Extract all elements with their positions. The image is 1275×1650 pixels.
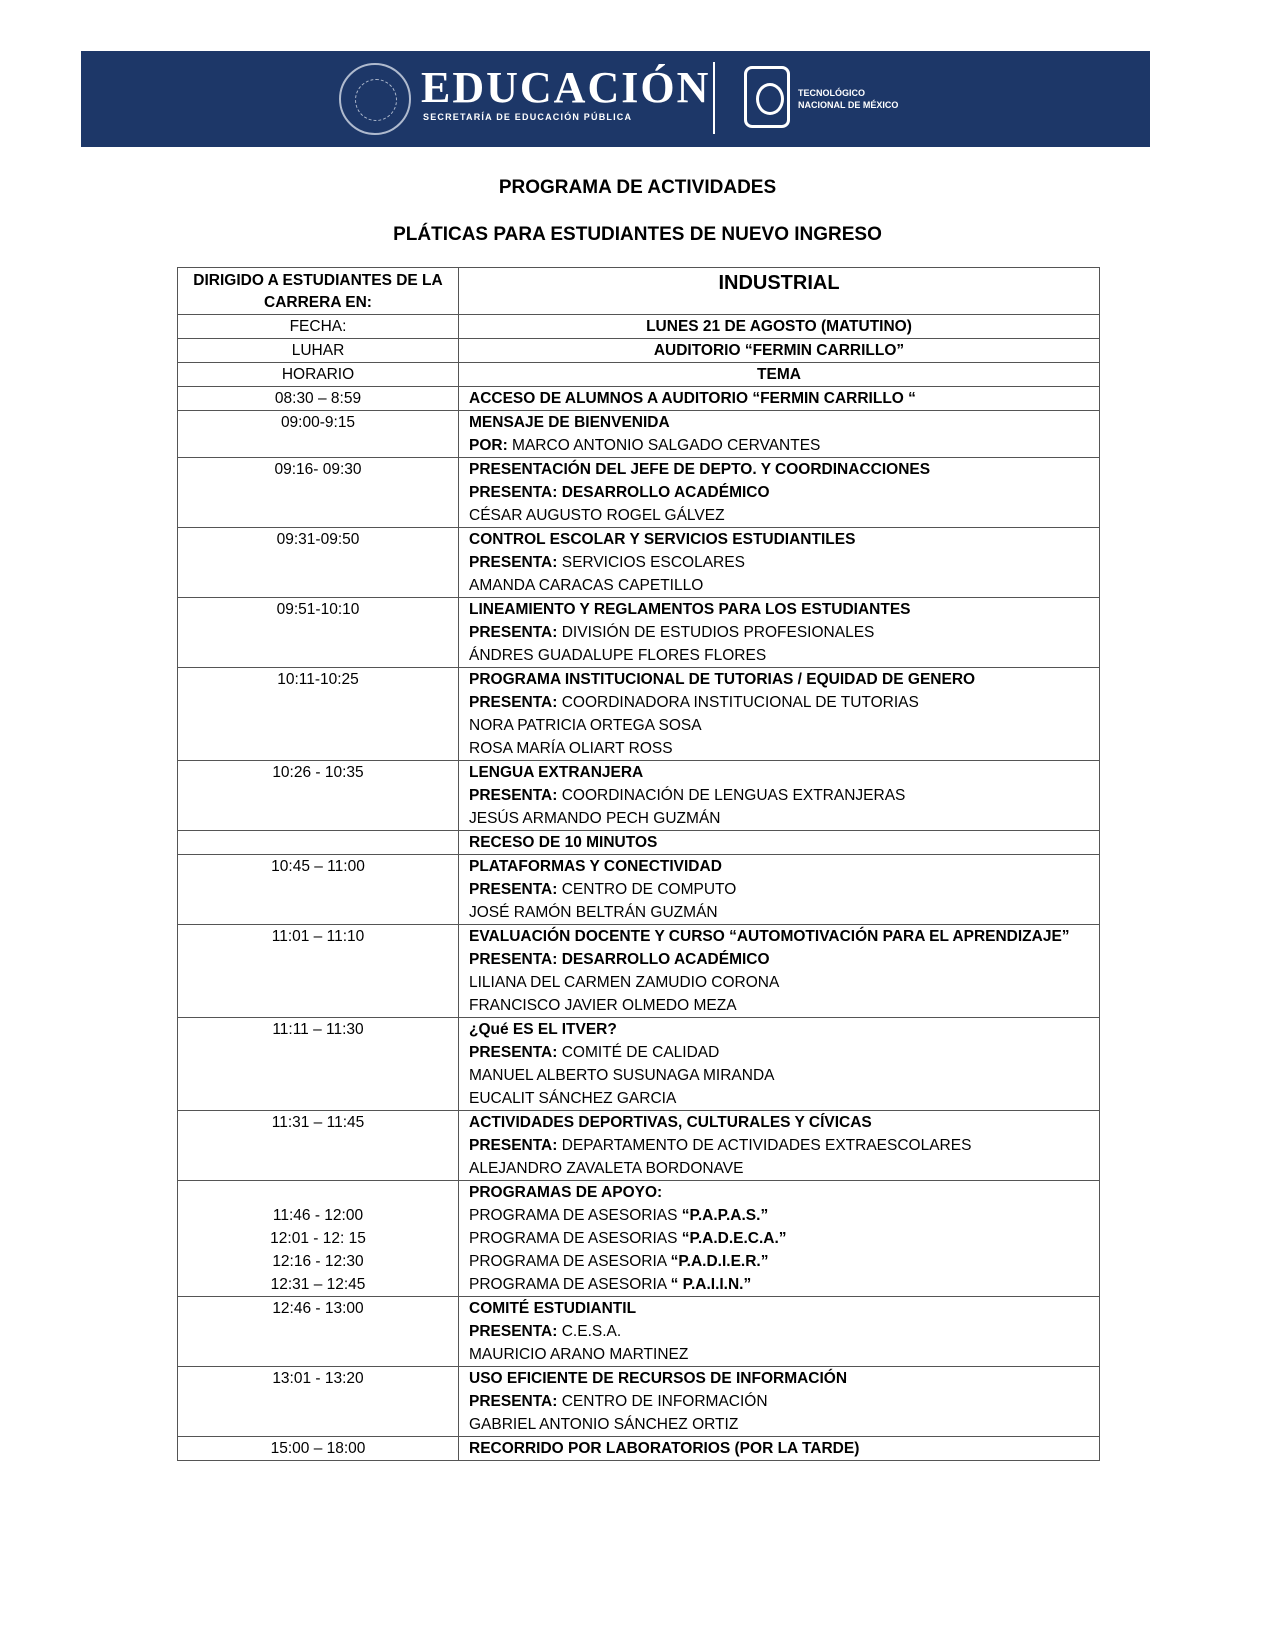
table-row [178, 1437, 1100, 1461]
row-person: JOSÉ RAMÓN BELTRÁN GUZMÁN [469, 904, 718, 921]
row-topic: RECESO DE 10 MINUTOS [469, 834, 658, 851]
header-title: EDUCACIÓN [421, 63, 711, 112]
row-topic: EVALUACIÓN DOCENTE Y CURSO “AUTOMOTIVACIÓN PARA EL APRENDIZAJE” [469, 928, 1070, 945]
row-topic: COMITÉ ESTUDIANTIL [469, 1300, 637, 1317]
row-time: 08:30 – 8:59 [178, 387, 459, 411]
row-presenta-label: PRESENTA: [469, 1393, 558, 1410]
header-divider [713, 62, 715, 134]
row-time: 09:00-9:15 [178, 411, 459, 458]
row-topic: ACTIVIDADES DEPORTIVAS, CULTURALES Y CÍVICAS [469, 1114, 872, 1131]
program-name: “P.A.D.E.C.A.” [681, 1230, 787, 1247]
program-item [469, 1273, 1099, 1296]
row-topic: PROGRAMAS DE APOYO: [469, 1184, 663, 1201]
row-presenter: PRESENTA: DESARROLLO ACADÉMICO [469, 484, 770, 501]
row-presenter: C.E.S.A. [557, 1323, 622, 1340]
table-row [178, 268, 1100, 315]
program-prefix: PROGRAMA DE ASESORIA [469, 1276, 671, 1293]
row-presenta-label: PRESENTA: [469, 1137, 558, 1154]
row-topic: PLATAFORMAS Y CONECTIVIDAD [469, 858, 722, 875]
row-person: MANUEL ALBERTO SUSUNAGA MIRANDA [469, 1067, 775, 1084]
row-time: 09:16- 09:30 [178, 458, 459, 528]
row-topic: LENGUA EXTRANJERA [469, 764, 644, 781]
table-row [178, 411, 1100, 458]
table-row [178, 528, 1100, 598]
carrera-value: INDUSTRIAL [459, 268, 1100, 315]
table-row [178, 1297, 1100, 1367]
row-presenter: COORDINADORA INSTITUCIONAL DE TUTORIAS [557, 694, 919, 711]
row-person: LILIANA DEL CARMEN ZAMUDIO CORONA [469, 974, 780, 991]
row-presenter: SERVICIOS ESCOLARES [557, 554, 745, 571]
program-item [469, 1250, 1099, 1273]
table-row [178, 598, 1100, 668]
row-person: GABRIEL ANTONIO SÁNCHEZ ORTIZ [469, 1416, 739, 1433]
lugar-value: AUDITORIO “FERMIN CARRILLO” [459, 339, 1100, 363]
row-time: 15:00 – 18:00 [178, 1437, 459, 1461]
program-name: “P.A.D.I.E.R.” [670, 1253, 769, 1270]
row-presenta-label: PRESENTA: [469, 694, 558, 711]
row-topic: ACCESO DE ALUMNOS A AUDITORIO “FERMIN CARRILLO “ [469, 390, 916, 407]
row-person: CÉSAR AUGUSTO ROGEL GÁLVEZ [469, 507, 725, 524]
partner-name [798, 87, 898, 111]
row-presenter: DIVISIÓN DE ESTUDIOS PROFESIONALES [557, 624, 875, 641]
row-by-label: POR: [469, 437, 508, 454]
row-person: ALEJANDRO ZAVALETA BORDONAVE [469, 1160, 744, 1177]
row-time: 10:11-10:25 [178, 668, 459, 761]
table-row [178, 761, 1100, 831]
row-time: 12:31 – 12:45 [270, 1276, 366, 1293]
row-topic: PROGRAMA INSTITUCIONAL DE TUTORIAS / EQUIDAD DE GENERO [469, 671, 976, 688]
table-row [178, 855, 1100, 925]
row-time: 11:01 – 11:10 [178, 925, 459, 1018]
program-name: “ P.A.I.I.N.” [670, 1276, 752, 1293]
row-presenter: CENTRO DE COMPUTO [557, 881, 737, 898]
row-speaker: MARCO ANTONIO SALGADO CERVANTES [507, 437, 821, 454]
row-person: EUCALIT SÁNCHEZ GARCIA [469, 1090, 677, 1107]
row-topic: PRESENTACIÓN DEL JEFE DE DEPTO. Y COORDINACCIONES [469, 461, 931, 478]
table-row [178, 1018, 1100, 1111]
row-time: 12:16 - 12:30 [272, 1253, 364, 1270]
program-prefix: PROGRAMA DE ASESORIAS [469, 1230, 682, 1247]
row-person: FRANCISCO JAVIER OLMEDO MEZA [469, 997, 737, 1014]
table-row [178, 339, 1100, 363]
fecha-value: LUNES 21 DE AGOSTO (MATUTINO) [459, 315, 1100, 339]
row-presenter: DEPARTAMENTO DE ACTIVIDADES EXTRAESCOLARES [557, 1137, 972, 1154]
row-presenta-label: PRESENTA: [469, 624, 558, 641]
row-topic: MENSAJE DE BIENVENIDA [469, 414, 670, 431]
row-time: 10:26 - 10:35 [178, 761, 459, 831]
header-subtitle: SECRETARÍA DE EDUCACIÓN PÚBLICA [423, 112, 633, 122]
row-person: NORA PATRICIA ORTEGA SOSA [469, 717, 702, 734]
row-time [178, 831, 459, 855]
row-topic: USO EFICIENTE DE RECURSOS DE INFORMACIÓN [469, 1370, 848, 1387]
program-name: “P.A.P.A.S.” [681, 1207, 769, 1224]
row-person: ROSA MARÍA OLIART ROSS [469, 740, 673, 757]
program-prefix: PROGRAMA DE ASESORIA [469, 1253, 671, 1270]
row-topic: LINEAMIENTO Y REGLAMENTOS PARA LOS ESTUDIANTES [469, 601, 911, 618]
row-topic: CONTROL ESCOLAR Y SERVICIOS ESTUDIANTILES [469, 531, 856, 548]
row-presenter: COORDINACIÓN DE LENGUAS EXTRANJERAS [557, 787, 906, 804]
row-time: 12:46 - 13:00 [178, 1297, 459, 1367]
table-row [178, 1367, 1100, 1437]
document-title: PROGRAMA DE ACTIVIDADES [498, 177, 777, 198]
table-row [178, 1181, 1100, 1297]
row-person: MAURICIO ARANO MARTINEZ [469, 1346, 689, 1363]
row-presenta-label: PRESENTA: [469, 881, 558, 898]
row-time: 10:45 – 11:00 [178, 855, 459, 925]
table-row [178, 668, 1100, 761]
row-time: 11:46 - 12:00 [272, 1207, 364, 1224]
table-row [178, 831, 1100, 855]
table-row [178, 925, 1100, 1018]
horario-label: HORARIO [178, 363, 459, 387]
program-item [469, 1204, 1099, 1227]
row-time: 11:11 – 11:30 [178, 1018, 459, 1111]
row-presenter: PRESENTA: DESARROLLO ACADÉMICO [469, 951, 770, 968]
row-topic: RECORRIDO POR LABORATORIOS (POR LA TARDE) [469, 1440, 860, 1457]
row-topic: ¿Qué ES EL ITVER? [469, 1021, 617, 1038]
program-prefix: PROGRAMA DE ASESORIAS [469, 1207, 682, 1224]
row-time: 09:31-09:50 [178, 528, 459, 598]
row-presenta-label: PRESENTA: [469, 787, 558, 804]
row-person: JESÚS ARMANDO PECH GUZMÁN [469, 810, 721, 827]
row-presenter: CENTRO DE INFORMACIÓN [557, 1393, 768, 1410]
row-time: 11:31 – 11:45 [178, 1111, 459, 1181]
row-time: 13:01 - 13:20 [178, 1367, 459, 1437]
row-presenta-label: PRESENTA: [469, 1323, 558, 1340]
tecnm-logo-icon [744, 66, 790, 128]
schedule-table [177, 267, 1100, 1461]
document-subtitle: PLÁTICAS PARA ESTUDIANTES DE NUEVO INGRESO [393, 224, 882, 245]
carrera-label: DIRIGIDO A ESTUDIANTES DE LA CARRERA EN: [178, 268, 459, 315]
table-row [178, 387, 1100, 411]
row-presenta-label: PRESENTA: [469, 1044, 558, 1061]
table-row [178, 315, 1100, 339]
row-person: ÁNDRES GUADALUPE FLORES FLORES [469, 647, 767, 664]
partner-line2: NACIONAL DE MÉXICO [798, 100, 899, 110]
row-presenta-label: PRESENTA: [469, 554, 558, 571]
row-time: 09:51-10:10 [178, 598, 459, 668]
program-item [469, 1227, 1099, 1250]
lugar-label: LUHAR [178, 339, 459, 363]
table-row [178, 458, 1100, 528]
fecha-label: FECHA: [178, 315, 459, 339]
row-person: AMANDA CARACAS CAPETILLO [469, 577, 704, 594]
tema-label: TEMA [459, 363, 1100, 387]
table-row [178, 363, 1100, 387]
table-row [178, 1111, 1100, 1181]
partner-line1: TECNOLÓGICO [798, 88, 865, 98]
row-time: 12:01 - 12: 15 [270, 1230, 366, 1247]
mexico-seal-icon [339, 63, 411, 135]
row-presenter: COMITÉ DE CALIDAD [557, 1044, 720, 1061]
